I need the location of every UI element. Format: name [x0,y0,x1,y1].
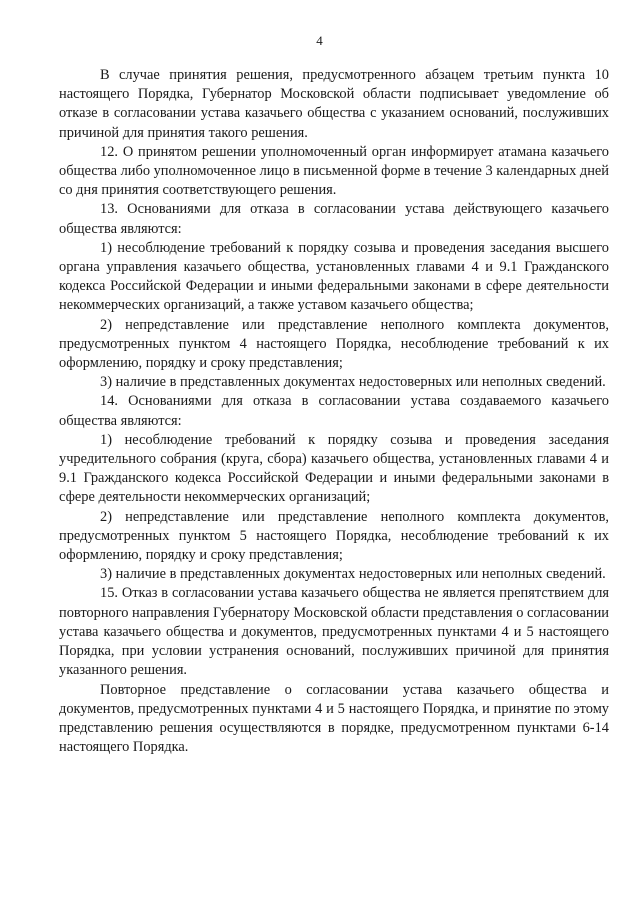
document-body [59,66,609,757]
paragraph-item-13-2: 2) непредставление или представление неполного комплекта документов, предусмотренных пунктом 4 настоящего Порядка, несоблюдение требований к их оформлению, порядку и сроку представления; [59,316,609,372]
paragraph-item-14: 14. Основаниями для отказа в согласовании устава создаваемого казачьего общества являются: [59,393,609,429]
paragraph-item-14-2: 2) непредставление или представление неполного комплекта документов, предусмотренных пунктом 5 настоящего Порядка, несоблюдение требований к их оформлению, порядку и сроку представления; [59,508,609,564]
paragraph-item-13-1: 1) несоблюдение требований к порядку созыва и проведения заседания высшего органа управления казачьего общества, установленных главами 4 и 9.1 Гражданского кодекса Российской Федерации и иными федеральными законами в сфере деятельности некоммерческих организаций, а также уставом казачьего общества; [59,239,609,314]
paragraph-item-15: 15. Отказ в согласовании устава казачьего общества не является препятствием для повторного направления Губернатору Московской области представления о согласовании устава казачьего общества и документов, предусмотренных пунктами 4 и 5 настоящего Порядка, при условии устранения оснований, послуживших причиной для принятия указанного решения. [59,585,609,679]
paragraph-resubmission: Повторное представление о согласовании устава казачьего общества и документов, предусмотренных пунктами 4 и 5 настоящего Порядка, и принятие по этому представлению решения осуществляются в порядке, предусмотренном пунктами 6-14 настоящего Порядка. [59,681,609,756]
paragraph-item-13-3: 3) наличие в представленных документах недостоверных или неполных сведений. [100,374,606,391]
paragraph-item-13: 13. Основаниями для отказа в согласовании устава действующего казачьего общества являются: [59,201,609,237]
paragraph-refusal-notice: В случае принятия решения, предусмотренного абзацем третьим пункта 10 настоящего Порядка, Губернатор Московской области подписывает уведомление об отказе в согласовании устава казачьего общества с указанием оснований, послуживших причиной для принятия такого решения. [59,67,609,141]
paragraph-item-12: 12. О принятом решении уполномоченный орган информирует атамана казачьего общества либо уполномоченное лицо в письменной форме в течение 3 календарных дней со дня принятия соответствующего решения. [59,143,609,199]
paragraph-item-14-3: 3) наличие в представленных документах недостоверных или неполных сведений. [100,566,606,583]
page-number: 4 [316,33,323,48]
paragraph-item-14-1: 1) несоблюдение требований к порядку созыва и проведения заседания учредительного собрания (круга, сбора) казачьего общества, установленных главами 4 и 9.1 Гражданского кодекса Российской Федерации и иными федеральными законами в сфере деятельности некоммерческих организаций; [59,431,609,506]
